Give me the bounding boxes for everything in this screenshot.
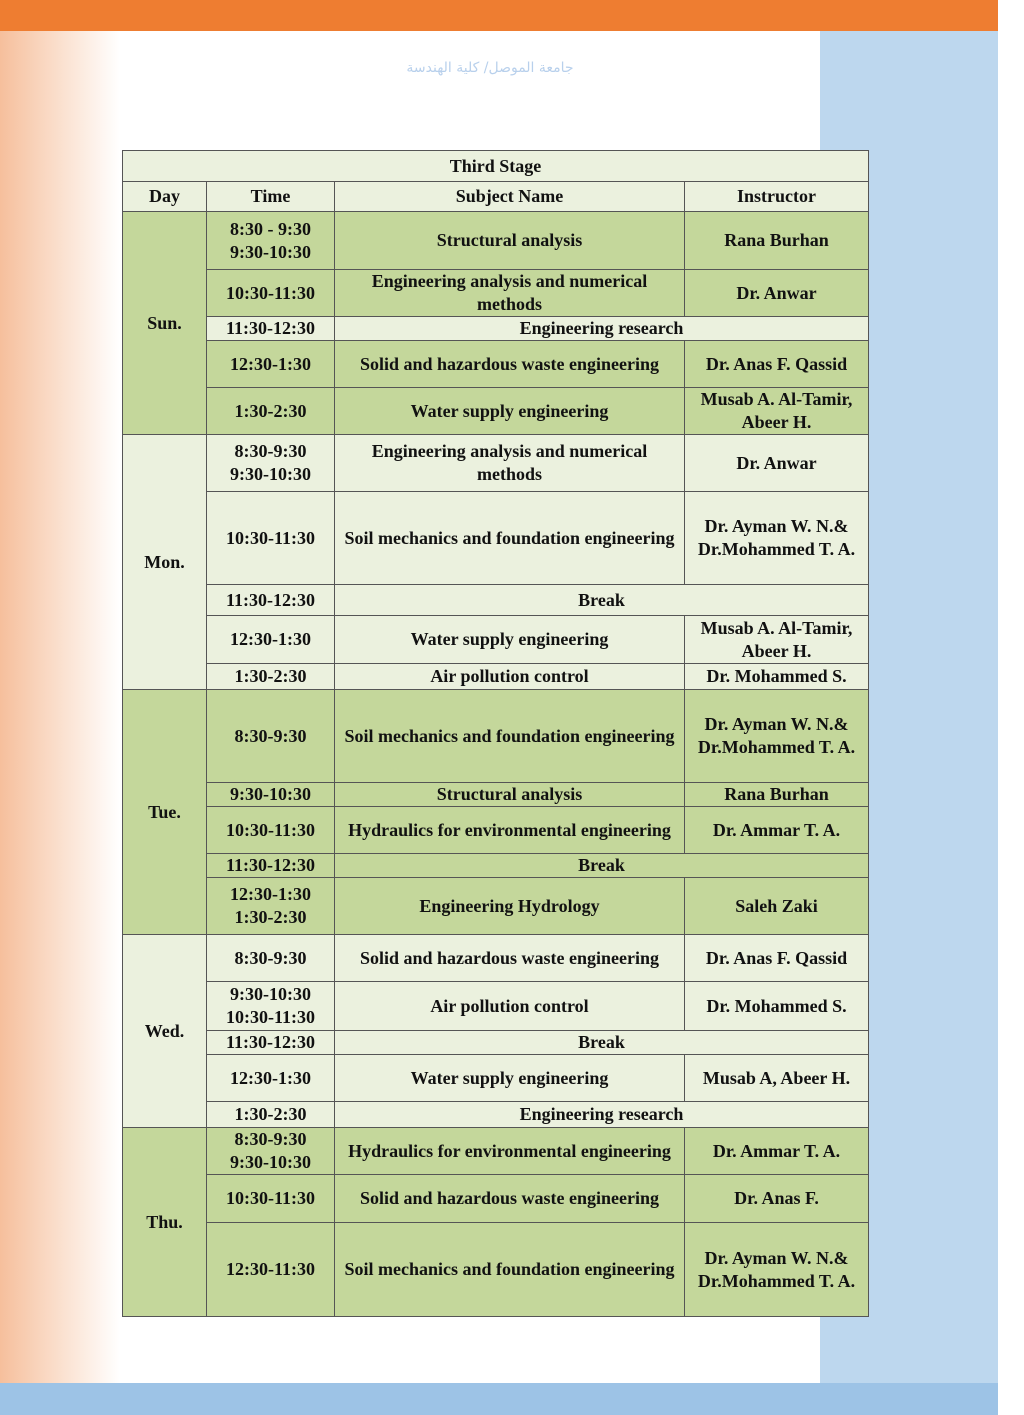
subject-cell: Air pollution control: [335, 982, 685, 1031]
day-cell-mon: Mon.: [123, 435, 207, 690]
table-row: [123, 1055, 869, 1102]
subject-cell: Soil mechanics and foundation engineering: [335, 492, 685, 585]
subject-cell: Structural analysis: [335, 783, 685, 807]
table-row: [123, 807, 869, 854]
table-row: [123, 585, 869, 616]
table-row: [123, 435, 869, 492]
instructor-cell: Dr. Ammar T. A.: [685, 1128, 869, 1175]
column-header-subject: Subject Name: [335, 182, 685, 212]
table-row: [123, 1102, 869, 1128]
time-cell: 9:30-10:30: [207, 783, 335, 807]
subject-cell: Engineering research: [335, 1102, 869, 1128]
table-row: [123, 664, 869, 690]
instructor-cell: Dr. Anas F.: [685, 1175, 869, 1223]
table-row: [123, 1128, 869, 1175]
table-row: [123, 935, 869, 982]
left-gradient-decoration: [0, 31, 120, 1383]
instructor-cell: Dr. Anwar: [685, 270, 869, 317]
time-cell: 11:30-12:30: [207, 1031, 335, 1055]
subject-cell: Soil mechanics and foundation engineering: [335, 1223, 685, 1317]
subject-cell: Water supply engineering: [335, 388, 685, 435]
time-cell: 1:30-2:30: [207, 1102, 335, 1128]
bottom-accent-bar: [0, 1383, 998, 1415]
column-header-day: Day: [123, 182, 207, 212]
time-cell: 12:30-1:30: [207, 1055, 335, 1102]
time-cell: 11:30-12:30: [207, 854, 335, 878]
table-row: [123, 341, 869, 388]
time-cell: 8:30 - 9:30 9:30-10:30: [207, 212, 335, 270]
instructor-cell: Dr. Ayman W. N.& Dr.Mohammed T. A.: [685, 492, 869, 585]
table-row: [123, 982, 869, 1031]
time-cell: 12:30-1:30: [207, 616, 335, 664]
table-row: [123, 212, 869, 270]
time-cell: 1:30-2:30: [207, 388, 335, 435]
instructor-cell: Dr. Anas F. Qassid: [685, 935, 869, 982]
instructor-cell: Musab A, Abeer H.: [685, 1055, 869, 1102]
table-row: [123, 1223, 869, 1317]
instructor-cell: Dr. Anwar: [685, 435, 869, 492]
time-cell: 8:30-9:30 9:30-10:30: [207, 435, 335, 492]
table-row: [123, 690, 869, 783]
instructor-cell: Dr. Ayman W. N.& Dr.Mohammed T. A.: [685, 690, 869, 783]
time-cell: 8:30-9:30 9:30-10:30: [207, 1128, 335, 1175]
time-cell: 12:30-1:30: [207, 341, 335, 388]
column-header-instructor: Instructor: [685, 182, 869, 212]
day-cell-sun: Sun.: [123, 212, 207, 435]
page-header-text: جامعة الموصل/ كلية الهندسة: [406, 60, 574, 76]
subject-cell: Solid and hazardous waste engineering: [335, 935, 685, 982]
table-row: [123, 616, 869, 664]
table-row: [123, 388, 869, 435]
time-cell: 8:30-9:30: [207, 935, 335, 982]
table-row: [123, 783, 869, 807]
subject-cell: Soil mechanics and foundation engineering: [335, 690, 685, 783]
time-cell: 10:30-11:30: [207, 1175, 335, 1223]
instructor-cell: Rana Burhan: [685, 783, 869, 807]
instructor-cell: Saleh Zaki: [685, 878, 869, 935]
instructor-cell: Dr. Ayman W. N.& Dr.Mohammed T. A.: [685, 1223, 869, 1317]
subject-cell: Solid and hazardous waste engineering: [335, 341, 685, 388]
table-row: [123, 1031, 869, 1055]
subject-cell: Solid and hazardous waste engineering: [335, 1175, 685, 1223]
time-cell: 12:30-11:30: [207, 1223, 335, 1317]
table-row: [123, 854, 869, 878]
day-cell-tue: Tue.: [123, 690, 207, 935]
subject-cell: Hydraulics for environmental engineering: [335, 807, 685, 854]
instructor-cell: Dr. Anas F. Qassid: [685, 341, 869, 388]
time-cell: 8:30-9:30: [207, 690, 335, 783]
instructor-cell: Musab A. Al-Tamir, Abeer H.: [685, 616, 869, 664]
time-cell: 11:30-12:30: [207, 317, 335, 341]
column-header-time: Time: [207, 182, 335, 212]
subject-cell: Break: [335, 1031, 869, 1055]
day-cell-wed: Wed.: [123, 935, 207, 1128]
subject-cell: Air pollution control: [335, 664, 685, 690]
subject-cell: Engineering analysis and numerical methods: [335, 270, 685, 317]
time-cell: 12:30-1:30 1:30-2:30: [207, 878, 335, 935]
subject-cell: Engineering research: [335, 317, 869, 341]
subject-cell: Break: [335, 854, 869, 878]
subject-cell: Water supply engineering: [335, 1055, 685, 1102]
subject-cell: Hydraulics for environmental engineering: [335, 1128, 685, 1175]
instructor-cell: Dr. Mohammed S.: [685, 982, 869, 1031]
time-cell: 10:30-11:30: [207, 807, 335, 854]
subject-cell: Engineering analysis and numerical methods: [335, 435, 685, 492]
table-row: [123, 270, 869, 317]
time-cell: 1:30-2:30: [207, 664, 335, 690]
instructor-cell: Musab A. Al-Tamir, Abeer H.: [685, 388, 869, 435]
schedule-table: [122, 150, 869, 1317]
time-cell: 10:30-11:30: [207, 492, 335, 585]
subject-cell: Water supply engineering: [335, 616, 685, 664]
table-title: Third Stage: [123, 151, 869, 182]
table-row: [123, 1175, 869, 1223]
time-cell: 9:30-10:30 10:30-11:30: [207, 982, 335, 1031]
time-cell: 11:30-12:30: [207, 585, 335, 616]
table-row: [123, 317, 869, 341]
time-cell: 10:30-11:30: [207, 270, 335, 317]
title-row: [123, 151, 869, 182]
instructor-cell: Dr. Mohammed S.: [685, 664, 869, 690]
table-row: [123, 492, 869, 585]
subject-cell: Structural analysis: [335, 212, 685, 270]
subject-cell: Break: [335, 585, 869, 616]
top-accent-bar: [0, 0, 998, 31]
day-cell-thu: Thu.: [123, 1128, 207, 1317]
column-header-row: [123, 182, 869, 212]
instructor-cell: Dr. Ammar T. A.: [685, 807, 869, 854]
table-row: [123, 878, 869, 935]
instructor-cell: Rana Burhan: [685, 212, 869, 270]
subject-cell: Engineering Hydrology: [335, 878, 685, 935]
